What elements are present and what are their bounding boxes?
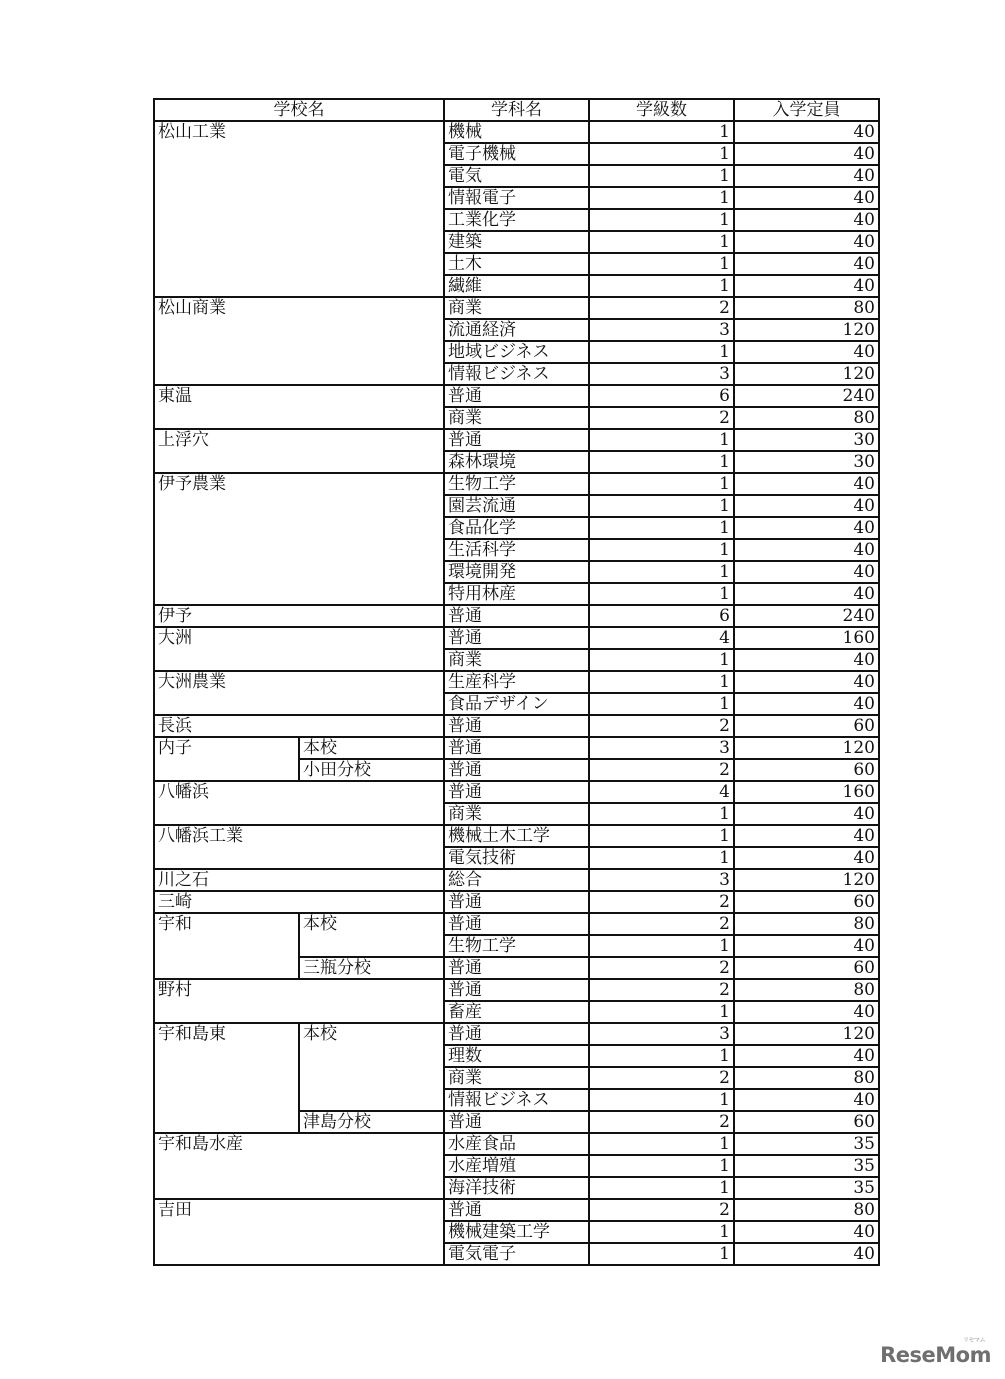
branch-name-cell: 本校 [299,1023,444,1111]
table-row [154,737,879,759]
class-count-cell: 1 [589,935,734,957]
class-count-cell: 2 [589,1199,734,1221]
table-row [154,715,879,737]
class-count-cell: 2 [589,891,734,913]
capacity-cell: 160 [734,627,879,649]
department-cell: 普通 [444,1199,589,1221]
department-cell: 生産科学 [444,671,589,693]
capacity-cell: 120 [734,319,879,341]
branch-name-cell: 本校 [299,737,444,759]
school-name-cell: 大洲農業 [154,671,444,715]
department-cell: 機械土木工学 [444,825,589,847]
department-cell: 生物工学 [444,935,589,957]
capacity-cell: 40 [734,561,879,583]
school-name-cell: 伊予 [154,605,444,627]
class-count-cell: 1 [589,231,734,253]
table-row [154,1023,879,1045]
department-cell: 繊維 [444,275,589,297]
department-cell: 情報電子 [444,187,589,209]
table-row [154,1133,879,1155]
class-count-cell: 1 [589,341,734,363]
department-cell: 商業 [444,407,589,429]
capacity-cell: 40 [734,1243,879,1265]
department-cell: 食品化学 [444,517,589,539]
department-cell: 情報ビジネス [444,363,589,385]
department-cell: 普通 [444,781,589,803]
capacity-cell: 120 [734,869,879,891]
class-count-cell: 1 [589,275,734,297]
capacity-cell: 160 [734,781,879,803]
table-body [154,121,879,1265]
department-cell: 普通 [444,957,589,979]
school-name-cell: 松山工業 [154,121,444,297]
class-count-cell: 1 [589,209,734,231]
class-count-cell: 1 [589,473,734,495]
school-name-cell: 東温 [154,385,444,429]
department-cell: 建築 [444,231,589,253]
header-school-name: 学校名 [154,99,444,121]
class-count-cell: 1 [589,165,734,187]
capacity-cell: 80 [734,913,879,935]
class-count-cell: 6 [589,385,734,407]
department-cell: 電気技術 [444,847,589,869]
class-count-cell: 3 [589,1023,734,1045]
department-cell: 園芸流通 [444,495,589,517]
department-cell: 情報ビジネス [444,1089,589,1111]
department-cell: 水産食品 [444,1133,589,1155]
table-row [154,1199,879,1221]
department-cell: 生活科学 [444,539,589,561]
school-name-cell: 川之石 [154,869,444,891]
class-count-cell: 1 [589,825,734,847]
class-count-cell: 1 [589,451,734,473]
school-name-cell: 上浮穴 [154,429,444,473]
department-cell: 商業 [444,297,589,319]
class-count-cell: 1 [589,1155,734,1177]
department-cell: 水産増殖 [444,1155,589,1177]
capacity-cell: 40 [734,1221,879,1243]
branch-name-cell: 三瓶分校 [299,957,444,979]
capacity-cell: 40 [734,517,879,539]
class-count-cell: 1 [589,539,734,561]
school-name-cell: 吉田 [154,1199,444,1265]
class-count-cell: 1 [589,253,734,275]
class-count-cell: 1 [589,1089,734,1111]
capacity-cell: 40 [734,275,879,297]
department-cell: 土木 [444,253,589,275]
department-cell: 電気電子 [444,1243,589,1265]
capacity-cell: 40 [734,671,879,693]
capacity-cell: 40 [734,473,879,495]
department-cell: 普通 [444,913,589,935]
table-row [154,429,879,451]
table-row [154,385,879,407]
class-count-cell: 2 [589,715,734,737]
department-cell: 普通 [444,737,589,759]
class-count-cell: 2 [589,957,734,979]
capacity-cell: 60 [734,891,879,913]
capacity-cell: 40 [734,803,879,825]
capacity-cell: 40 [734,143,879,165]
class-count-cell: 3 [589,869,734,891]
department-cell: 普通 [444,627,589,649]
department-cell: 商業 [444,1067,589,1089]
department-cell: 普通 [444,891,589,913]
resemom-logo: ReseMom リセマム [880,1337,991,1367]
class-count-cell: 1 [589,561,734,583]
table-row [154,891,879,913]
class-count-cell: 1 [589,671,734,693]
capacity-cell: 120 [734,1023,879,1045]
capacity-cell: 30 [734,451,879,473]
capacity-cell: 40 [734,209,879,231]
class-count-cell: 1 [589,1001,734,1023]
header-capacity: 入学定員 [734,99,879,121]
capacity-cell: 40 [734,495,879,517]
department-cell: 食品デザイン [444,693,589,715]
branch-name-cell: 津島分校 [299,1111,444,1133]
department-cell: 商業 [444,649,589,671]
capacity-cell: 40 [734,1001,879,1023]
table-row [154,121,879,143]
department-cell: 生物工学 [444,473,589,495]
class-count-cell: 3 [589,319,734,341]
department-cell: 普通 [444,1023,589,1045]
school-name-cell: 松山商業 [154,297,444,385]
capacity-cell: 240 [734,605,879,627]
capacity-cell: 40 [734,825,879,847]
department-cell: 地域ビジネス [444,341,589,363]
capacity-cell: 40 [734,121,879,143]
department-cell: 森林環境 [444,451,589,473]
capacity-cell: 120 [734,737,879,759]
department-cell: 電子機械 [444,143,589,165]
table-row [154,297,879,319]
capacity-cell: 60 [734,715,879,737]
table-row [154,781,879,803]
class-count-cell: 3 [589,363,734,385]
capacity-cell: 240 [734,385,879,407]
class-count-cell: 1 [589,1045,734,1067]
department-cell: 流通経済 [444,319,589,341]
department-cell: 商業 [444,803,589,825]
department-cell: 普通 [444,1111,589,1133]
table-row [154,825,879,847]
department-cell: 普通 [444,605,589,627]
class-count-cell: 4 [589,627,734,649]
class-count-cell: 1 [589,429,734,451]
header-class-count: 学級数 [589,99,734,121]
department-cell: 環境開発 [444,561,589,583]
class-count-cell: 1 [589,121,734,143]
class-count-cell: 1 [589,693,734,715]
school-name-cell: 宇和 [154,913,299,979]
class-count-cell: 1 [589,1177,734,1199]
class-count-cell: 1 [589,187,734,209]
department-cell: 理数 [444,1045,589,1067]
capacity-cell: 35 [734,1133,879,1155]
class-count-cell: 1 [589,517,734,539]
admission-capacity-table [153,98,880,1266]
class-count-cell: 1 [589,649,734,671]
school-name-cell: 大洲 [154,627,444,671]
table-row [154,605,879,627]
department-cell: 畜産 [444,1001,589,1023]
school-name-cell: 三崎 [154,891,444,913]
department-cell: 電気 [444,165,589,187]
capacity-cell: 30 [734,429,879,451]
capacity-cell: 80 [734,297,879,319]
capacity-cell: 40 [734,341,879,363]
department-cell: 特用林産 [444,583,589,605]
class-count-cell: 1 [589,803,734,825]
school-name-cell: 八幡浜工業 [154,825,444,869]
capacity-cell: 40 [734,1045,879,1067]
capacity-cell: 40 [734,187,879,209]
capacity-cell: 40 [734,231,879,253]
table-row [154,627,879,649]
capacity-cell: 40 [734,693,879,715]
school-name-cell: 野村 [154,979,444,1023]
school-name-cell: 伊予農業 [154,473,444,605]
capacity-cell: 40 [734,847,879,869]
department-cell: 総合 [444,869,589,891]
class-count-cell: 1 [589,1133,734,1155]
capacity-cell: 60 [734,759,879,781]
capacity-cell: 40 [734,165,879,187]
class-count-cell: 1 [589,1243,734,1265]
class-count-cell: 1 [589,495,734,517]
capacity-cell: 60 [734,1111,879,1133]
capacity-cell: 40 [734,1089,879,1111]
department-cell: 機械建築工学 [444,1221,589,1243]
class-count-cell: 2 [589,1067,734,1089]
header-row [154,99,879,121]
capacity-cell: 40 [734,539,879,561]
department-cell: 普通 [444,979,589,1001]
class-count-cell: 2 [589,979,734,1001]
table-row [154,671,879,693]
table-row [154,913,879,935]
header-department: 学科名 [444,99,589,121]
capacity-cell: 80 [734,1199,879,1221]
class-count-cell: 2 [589,1111,734,1133]
class-count-cell: 2 [589,297,734,319]
class-count-cell: 2 [589,759,734,781]
capacity-cell: 80 [734,979,879,1001]
capacity-cell: 35 [734,1177,879,1199]
department-cell: 普通 [444,385,589,407]
capacity-cell: 35 [734,1155,879,1177]
class-count-cell: 1 [589,143,734,165]
table-row [154,473,879,495]
class-count-cell: 4 [589,781,734,803]
school-name-cell: 宇和島水産 [154,1133,444,1199]
capacity-cell: 80 [734,407,879,429]
school-name-cell: 八幡浜 [154,781,444,825]
capacity-cell: 40 [734,583,879,605]
capacity-cell: 80 [734,1067,879,1089]
school-name-cell: 宇和島東 [154,1023,299,1133]
class-count-cell: 1 [589,583,734,605]
class-count-cell: 6 [589,605,734,627]
class-count-cell: 3 [589,737,734,759]
branch-name-cell: 本校 [299,913,444,957]
department-cell: 海洋技術 [444,1177,589,1199]
capacity-cell: 60 [734,957,879,979]
capacity-cell: 40 [734,649,879,671]
capacity-cell: 40 [734,253,879,275]
department-cell: 普通 [444,759,589,781]
school-name-cell: 長浜 [154,715,444,737]
capacity-cell: 40 [734,935,879,957]
capacity-cell: 120 [734,363,879,385]
department-cell: 普通 [444,715,589,737]
department-cell: 普通 [444,429,589,451]
branch-name-cell: 小田分校 [299,759,444,781]
class-count-cell: 2 [589,407,734,429]
class-count-cell: 1 [589,1221,734,1243]
class-count-cell: 1 [589,847,734,869]
school-name-cell: 内子 [154,737,299,781]
table-row [154,869,879,891]
department-cell: 工業化学 [444,209,589,231]
department-cell: 機械 [444,121,589,143]
class-count-cell: 2 [589,913,734,935]
table-row [154,979,879,1001]
